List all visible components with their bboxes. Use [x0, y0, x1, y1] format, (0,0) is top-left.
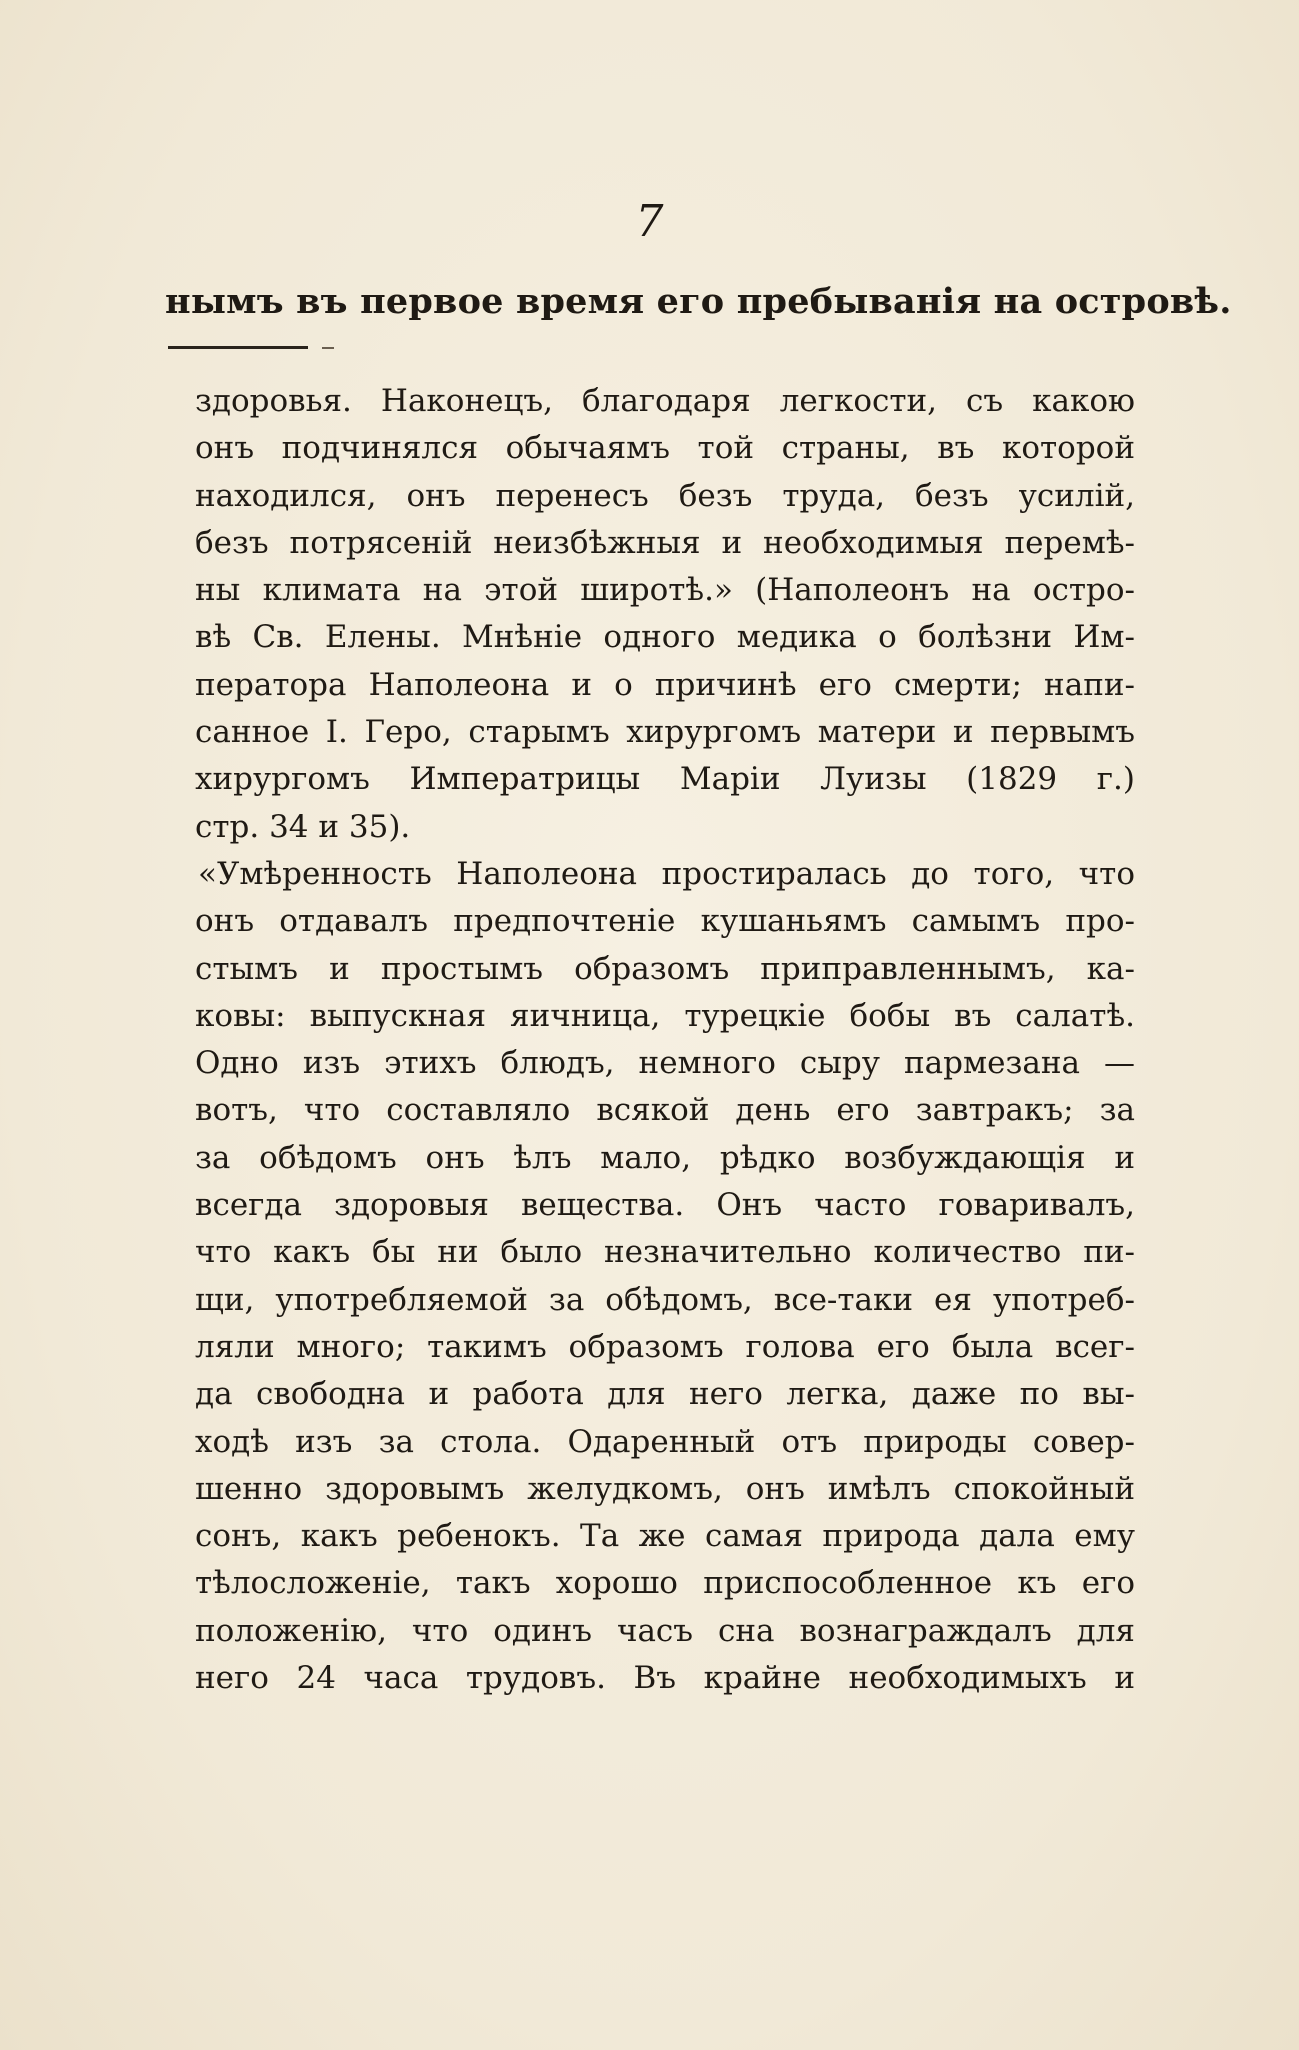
text-line: «Умѣренность Наполеона простиралась до того, что	[198, 855, 1135, 892]
footnote-continuation: нымъ въ первое время его пребыванія на островѣ.	[165, 281, 1232, 322]
page-number: 7	[635, 196, 664, 247]
rule-mark	[322, 347, 334, 349]
text-line: вѣ Св. Елены. Мнѣніе одного медика о болѣзни Им-	[195, 619, 1135, 656]
text-line: тѣлосложеніе, такъ хорошо приспособленное къ его	[195, 1565, 1135, 1602]
text-line: стымъ и простымъ образомъ приправленнымъ, ка-	[195, 950, 1135, 987]
text-line: Одно изъ этихъ блюдъ, немного сыру пармезана —	[195, 1045, 1135, 1082]
text-line: него 24 часа трудовъ. Въ крайне необходимыхъ и	[195, 1660, 1135, 1697]
text-line: безъ потрясеній неизбѣжныя и необходимыя перемѣ-	[195, 524, 1135, 561]
text-line: хирургомъ Императрицы Маріи Луизы (1829 г.)	[195, 761, 1135, 798]
text-line: что какъ бы ни было незначительно количество пи-	[195, 1234, 1135, 1271]
text-line: находился, онъ перенесъ безъ труда, безъ усилій,	[195, 477, 1135, 514]
text-line: стр. 34 и 35).	[195, 808, 411, 845]
text-line: ходѣ изъ за стола. Одаренный отъ природы совер-	[195, 1423, 1135, 1460]
text-line: онъ подчинялся обычаямъ той страны, въ которой	[195, 430, 1135, 467]
text-line: ны климата на этой широтѣ.» (Наполеонъ на остро-	[195, 572, 1135, 609]
text-line: за обѣдомъ онъ ѣлъ мало, рѣдко возбуждающія и	[195, 1139, 1135, 1176]
text-line: ковы: выпускная яичница, турецкіе бобы въ салатѣ.	[195, 997, 1135, 1034]
body-text	[195, 378, 1135, 1702]
text-line: сонъ, какъ ребенокъ. Та же самая природа дала ему	[195, 1518, 1135, 1555]
text-line: щи, употребляемой за обѣдомъ, все-таки ея употреб-	[195, 1281, 1135, 1318]
text-line: здоровья. Наконецъ, благодаря легкости, съ какою	[195, 383, 1135, 419]
text-line: шенно здоровымъ желудкомъ, онъ имѣлъ спокойный	[195, 1470, 1135, 1507]
text-line: вотъ, что составляло всякой день его завтракъ; за	[195, 1092, 1135, 1129]
text-line: всегда здоровыя вещества. Онъ часто говаривалъ,	[195, 1187, 1135, 1224]
text-line: онъ отдавалъ предпочтеніе кушаньямъ самымъ про-	[195, 903, 1135, 940]
text-line: да свободна и работа для него легка, даже по вы-	[195, 1376, 1135, 1413]
text-line: ператора Наполеона и о причинѣ его смерти; напи-	[195, 666, 1135, 703]
footnote-rule	[168, 346, 308, 349]
text-line: положенію, что одинъ часъ сна вознаграждалъ для	[195, 1612, 1135, 1649]
text-line: санное І. Геро, старымъ хирургомъ матери и первымъ	[195, 714, 1135, 751]
text-line: ляли много; такимъ образомъ голова его была всег-	[195, 1328, 1135, 1365]
